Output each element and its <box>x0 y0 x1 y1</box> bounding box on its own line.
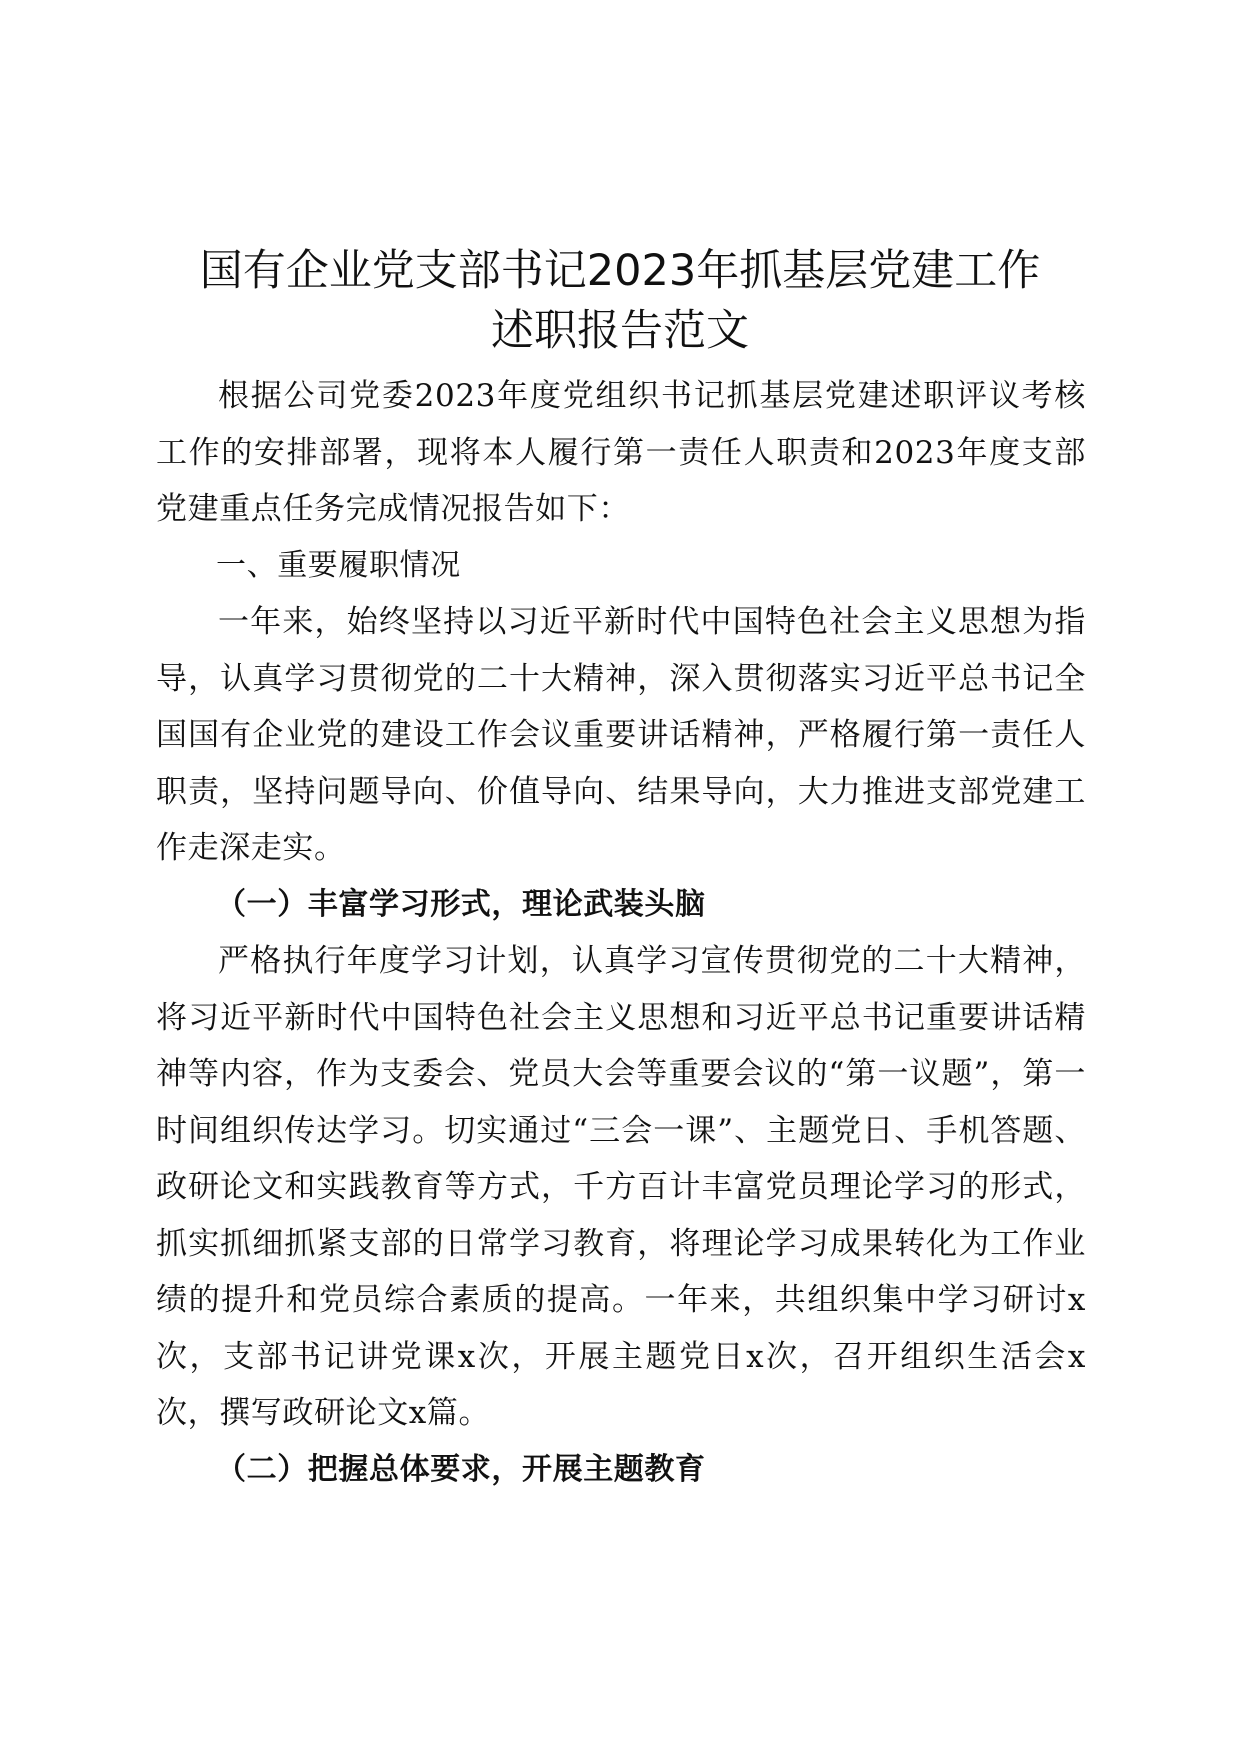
document-title-line-1: 国有企业党支部书记2023年抓基层党建工作 <box>199 246 1041 296</box>
section-1-paragraph: 一年来，始终坚持以习近平新时代中国特色社会主义思想为指导，认真学习贯彻党的二十大精神，深入贯彻落实习近平总书记全国国有企业党的建设工作会议重要讲话精神，严格履行第一责任人职责，坚持问题导向、价值导向、结果导向，大力推进支部党建工作走深走实。 <box>156 604 1086 866</box>
subsection-2-heading: （二）把握总体要求，开展主题教育 <box>216 1451 706 1487</box>
subsection-1-paragraph: 严格执行年度学习计划，认真学习宣传贯彻党的二十大精神，将习近平新时代中国特色社会主义思想和习近平总书记重要讲话精神等内容，作为支委会、党员大会等重要会议的“第一议题”，第一时间组织传达学习。切实通过“三会一课”、主题党日、手机答题、政研论文和实践教育等方式，千方百计丰富党员理论学习的形式，抓实抓细抓紧支部的日常学习教育，将理论学习成果转化为工作业绩的提升和党员综合素质的提高。一年来，共组织集中学习研讨x次，支部书记讲党课x次，开展主题党日x次，召开组织生活会x次，撰写政研论文x篇。 <box>156 943 1086 1431</box>
document-body <box>156 368 1086 1498</box>
subsection-1-heading: （一）丰富学习形式，理论武装头脑 <box>216 886 706 922</box>
section-1-heading: 一、重要履职情况 <box>216 547 461 583</box>
intro-paragraph: 根据公司党委2023年度党组织书记抓基层党建述职评议考核工作的安排部署，现将本人履行第一责任人职责和2023年度支部党建重点任务完成情况报告如下： <box>156 378 1086 527</box>
document-title-line-2: 述职报告范文 <box>491 306 749 356</box>
